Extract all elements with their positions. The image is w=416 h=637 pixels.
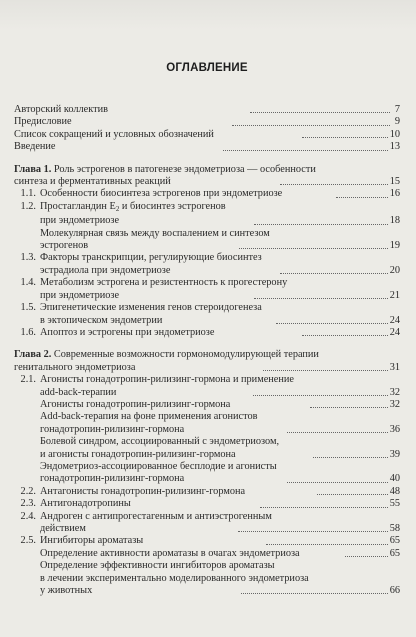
toc-page-number: 21 xyxy=(389,289,401,301)
section-title-line xyxy=(40,201,400,215)
section-title: Особенности биосинтеза эстрогенов при эндометриозе xyxy=(40,188,283,200)
toc-section-1-1[interactable] xyxy=(14,188,400,200)
toc-page-number: 24 xyxy=(389,314,400,326)
subsection-title: Определение активности ароматазы в очагах эндометриоза xyxy=(40,547,300,559)
table-of-contents xyxy=(14,104,400,597)
section-title: действием xyxy=(40,523,86,534)
chapter-title: Роль эстрогенов в патогенезе эндометриоза — особенности xyxy=(51,163,316,175)
toc-page-number: 36 xyxy=(389,423,400,435)
toc-entry-text: Введение xyxy=(14,141,56,153)
section-number: 2.5. xyxy=(20,535,36,547)
subsection-title: гонадотропин-рилизинг-гормона xyxy=(40,473,185,485)
spacer xyxy=(14,154,400,164)
chapter-label: Глава 1. xyxy=(14,163,52,175)
toc-page-number: 39 xyxy=(389,448,401,460)
toc-page-number: 31 xyxy=(389,361,401,373)
toc-section-1-5[interactable] xyxy=(14,302,400,327)
toc-page-number: 16 xyxy=(389,188,401,200)
toc-page-number: 58 xyxy=(389,523,400,534)
section-number: 1.5. xyxy=(20,302,36,314)
chapter-title-line xyxy=(14,349,400,361)
subsection-title: гонадотропин-рилизинг-гормона xyxy=(40,423,185,435)
toc-page-number: 19 xyxy=(389,240,401,252)
section-title: при эндометриозе xyxy=(40,215,120,227)
leader-dots xyxy=(302,137,388,138)
leader-dots xyxy=(241,593,388,594)
chapter-title-last-line xyxy=(14,362,400,374)
toc-page-number: 10 xyxy=(389,128,400,140)
chapter-label: Глава 2. xyxy=(14,349,52,361)
section-number: 1.4. xyxy=(20,277,36,289)
section-title-line: Эпигенетические изменения генов стероидогенеза xyxy=(40,302,262,314)
toc-page-number: 24 xyxy=(389,326,400,338)
toc-page-number: 7 xyxy=(394,104,401,115)
subsection-title-line: Молекулярная связь между воспалением и синтезом xyxy=(40,227,270,239)
section-title-line: Метаболизм эстрогена и резистентность к прогестерону xyxy=(40,277,288,289)
leader-dots xyxy=(260,507,387,508)
leader-dots xyxy=(345,556,388,557)
toc-entry-abbreviations[interactable] xyxy=(14,129,400,141)
section-title-line: Андроген с антипрогестагенным и антиэстрогенным xyxy=(40,510,272,522)
toc-section-1-3[interactable] xyxy=(14,252,400,277)
toc-page-number: 13 xyxy=(389,141,400,153)
subsection-title-line: Болевой синдром, ассоциированный с эндометриозом, xyxy=(40,436,280,448)
toc-section-1-2[interactable] xyxy=(14,201,400,228)
toc-entry-authors[interactable] xyxy=(14,104,400,116)
leader-dots xyxy=(266,544,387,545)
leader-dots xyxy=(254,224,387,225)
section-title: add-back-терапии xyxy=(40,386,117,398)
leader-dots xyxy=(313,457,388,458)
toc-page-number: 48 xyxy=(389,485,400,497)
toc-page-number: 40 xyxy=(389,473,400,485)
toc-entry-text: Предисловие xyxy=(14,116,72,128)
subsection-title: у животных xyxy=(40,585,93,597)
toc-title: ОГЛАВЛЕНИЕ xyxy=(166,62,248,74)
leader-dots xyxy=(239,248,388,249)
chapter-title-line xyxy=(14,164,400,176)
leader-dots xyxy=(276,323,388,324)
subscript: 2 xyxy=(115,204,120,213)
toc-section-2-1[interactable] xyxy=(14,374,400,399)
section-title: Простагландин E xyxy=(40,200,116,212)
toc-subsection-2-5-activity[interactable] xyxy=(14,548,400,560)
toc-page-number: 20 xyxy=(389,264,401,276)
leader-dots xyxy=(310,407,388,408)
toc-entry-introduction[interactable] xyxy=(14,141,400,153)
toc-page-number: 9 xyxy=(394,116,401,128)
section-title: в эктопическом эндометрии xyxy=(40,314,163,326)
toc-section-1-6[interactable] xyxy=(14,327,400,339)
section-title: и биосинтез эстрогенов xyxy=(119,200,226,212)
section-title: Антагонисты гонадотропин-рилизинг-гормона xyxy=(40,485,246,497)
section-number: 1.1. xyxy=(20,188,36,200)
section-title-line: Факторы транскрипции, регулирующие биосинтез xyxy=(40,252,262,264)
toc-entry-text: Список сокращений и условных обозначений xyxy=(14,128,214,140)
toc-page-number: 32 xyxy=(389,386,400,398)
toc-subsection-2-1-pain[interactable] xyxy=(14,436,400,461)
subsection-title: эстрогенов xyxy=(40,240,89,252)
toc-section-2-5[interactable] xyxy=(14,535,400,547)
leader-dots xyxy=(238,531,388,532)
toc-entry-text: Авторский коллектив xyxy=(14,104,108,115)
section-title: эстрадиола при эндометриозе xyxy=(40,264,171,276)
section-number: 2.2. xyxy=(20,485,36,497)
leader-dots xyxy=(317,494,387,495)
section-title: Антигонадотропины xyxy=(40,498,131,510)
toc-page-number: 66 xyxy=(389,585,400,597)
chapter-title: генитального эндометриоза xyxy=(14,361,136,373)
section-title: при эндометриозе xyxy=(40,289,120,301)
toc-page-number: 32 xyxy=(389,398,401,410)
toc-page-number: 65 xyxy=(389,547,400,559)
leader-dots xyxy=(254,298,387,299)
toc-page-number: 15 xyxy=(389,176,400,188)
spacer xyxy=(14,339,400,349)
leader-dots xyxy=(287,432,388,433)
leader-dots xyxy=(232,125,390,126)
leader-dots xyxy=(250,112,390,113)
section-number: 2.1. xyxy=(20,374,36,386)
leader-dots xyxy=(336,197,388,198)
leader-dots xyxy=(223,150,388,151)
toc-page-number: 55 xyxy=(389,498,401,510)
section-title-line: Агонисты гонадотропин-рилизинг-гормона и применение xyxy=(40,374,294,386)
chapter-title: Современные возможности гормономодулирующей терапии xyxy=(51,349,319,361)
toc-subsection-2-1-agonists[interactable] xyxy=(14,399,400,411)
leader-dots xyxy=(280,273,388,274)
chapter-title: синтеза и ферментативных реакций xyxy=(14,176,171,188)
chapter-title-last-line xyxy=(14,176,400,188)
section-title: Ингибиторы ароматазы xyxy=(40,535,144,547)
toc-section-2-3[interactable] xyxy=(14,498,400,510)
subsection-title: и агонисты гонадотропин-рилизинг-гормона xyxy=(40,448,236,460)
leader-dots xyxy=(302,335,388,336)
toc-entry-preface[interactable] xyxy=(14,116,400,128)
toc-chapter-2[interactable] xyxy=(14,349,400,374)
subsection-title-line: Add-back-терапия на фоне применения агонистов xyxy=(40,411,258,423)
section-number: 2.4. xyxy=(20,510,36,522)
toc-page-number: 18 xyxy=(389,215,401,227)
toc-subsection-2-1-addback[interactable] xyxy=(14,411,400,436)
section-number: 1.2. xyxy=(20,200,36,212)
section-title: Апоптоз и эстрогены при эндометриозе xyxy=(40,326,215,338)
toc-subsection-2-1-infertility[interactable] xyxy=(14,461,400,486)
toc-page-number: 65 xyxy=(389,535,401,547)
toc-section-1-4[interactable] xyxy=(14,277,400,302)
toc-section-2-4[interactable] xyxy=(14,511,400,536)
section-number: 1.6. xyxy=(20,326,36,338)
subsection-title-line: Определение эффективности ингибиторов ароматазы xyxy=(40,560,275,572)
section-number: 1.3. xyxy=(20,252,36,264)
leader-dots xyxy=(263,370,388,371)
subsection-title: Агонисты гонадотропин-рилизинг-гормона xyxy=(40,398,231,410)
toc-subsection-2-5-efficacy[interactable] xyxy=(14,560,400,597)
toc-subsection-1-2-molecular[interactable] xyxy=(14,228,400,253)
leader-dots xyxy=(280,184,387,185)
toc-section-2-2[interactable] xyxy=(14,486,400,498)
subsection-title-line: в лечении экспериментально моделированного эндометриоза xyxy=(40,572,309,584)
toc-chapter-1[interactable] xyxy=(14,164,400,189)
leader-dots xyxy=(253,395,388,396)
leader-dots xyxy=(287,482,388,483)
subsection-title-line: Эндометриоз-ассоциированное бесплодие и агонисты xyxy=(40,460,277,472)
section-number: 2.3. xyxy=(20,498,36,510)
